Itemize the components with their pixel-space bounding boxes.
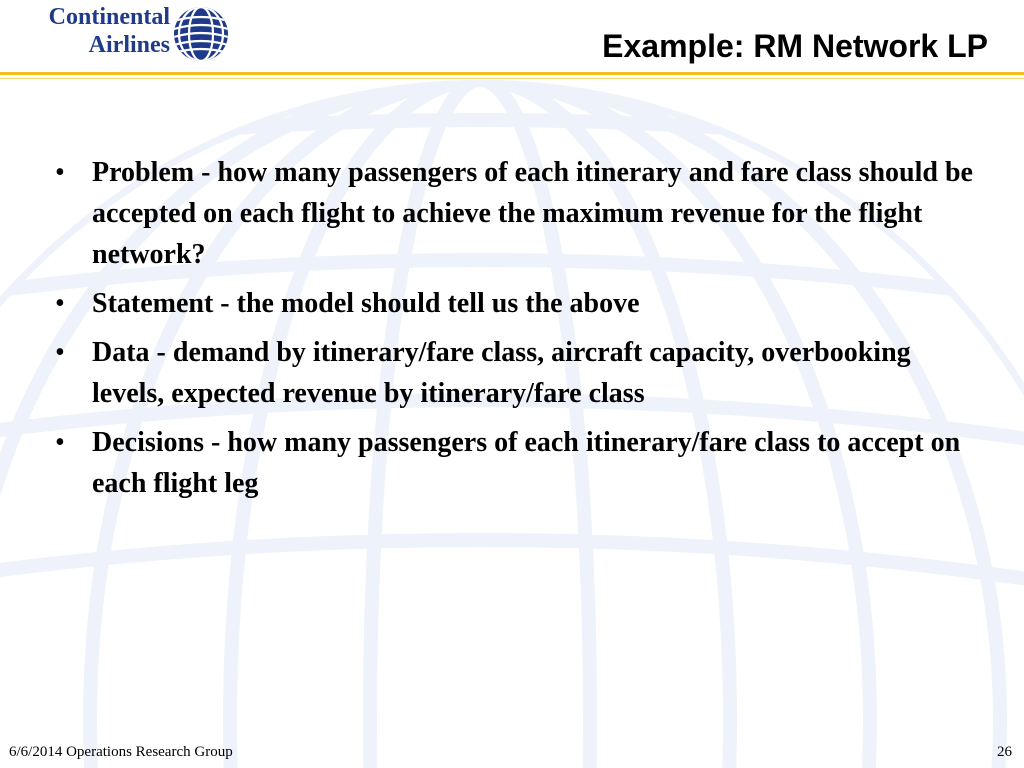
bullet-item <box>55 422 985 504</box>
bullet-marker: • <box>55 337 65 368</box>
bullet-item <box>55 152 985 275</box>
globe-icon <box>172 5 230 63</box>
title-divider-thin <box>0 78 1024 79</box>
bullet-marker: • <box>55 288 65 319</box>
logo-line-2: Airlines <box>88 32 170 58</box>
bullet-list <box>55 152 985 512</box>
logo-line-1: Continental <box>48 4 170 30</box>
bullet-text: Problem - how many passengers of each itinerary and fare class should be accepted on each flight to achieve the maximum revenue for the flight network? <box>92 157 973 270</box>
bullet-text: Decisions - how many passengers of each itinerary/fare class to accept on each flight leg <box>92 427 961 499</box>
slide-title: Example: RM Network LP <box>602 28 988 64</box>
bullet-marker: • <box>55 427 65 458</box>
bullet-text: Data - demand by itinerary/fare class, aircraft capacity, overbooking levels, expected revenue by itinerary/fare class <box>92 337 911 409</box>
title-divider <box>0 72 1024 75</box>
logo-text <box>8 3 170 59</box>
bullet-text: Statement - the model should tell us the above <box>92 288 640 319</box>
bullet-item <box>55 332 985 414</box>
bullet-marker: • <box>55 157 65 188</box>
page-number: 26 <box>997 744 1012 760</box>
bullet-item <box>55 283 985 324</box>
footer-date-group: 6/6/2014 Operations Research Group <box>9 744 233 760</box>
